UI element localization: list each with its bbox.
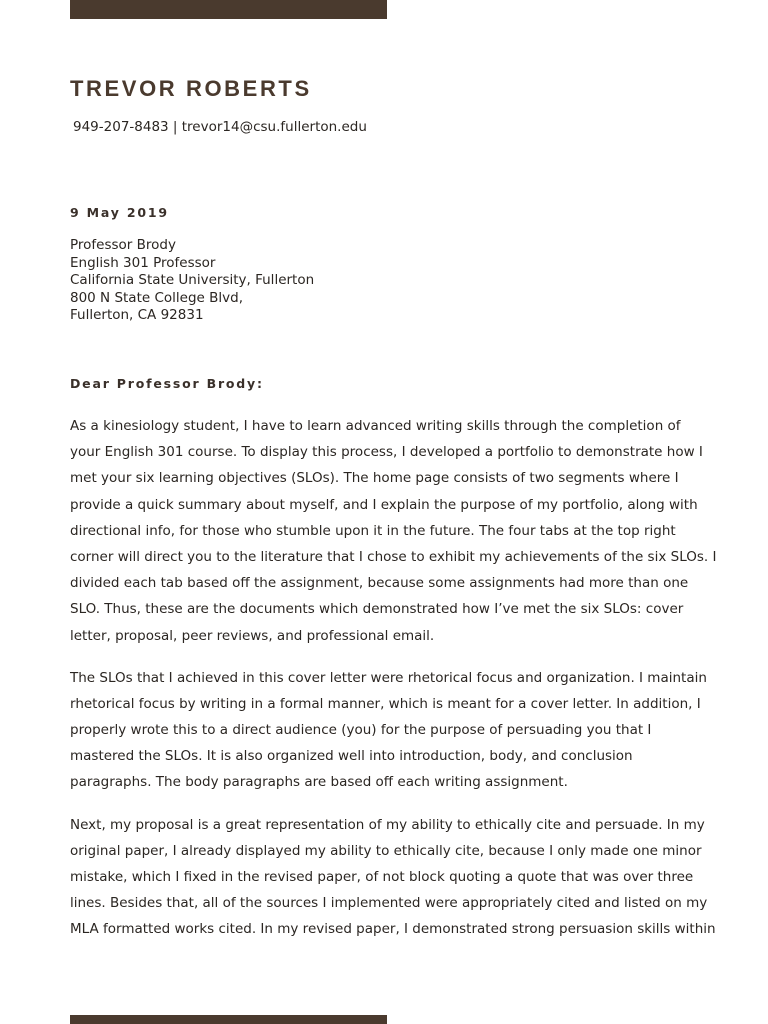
body-paragraph xyxy=(70,413,717,649)
body-line: paragraphs. The body paragraphs are based off each writing assignment. xyxy=(70,774,568,791)
body-paragraph xyxy=(70,665,707,796)
body-line: SLO. Thus, these are the documents which demonstrated how I’ve met the six SLOs: cover xyxy=(70,601,684,618)
body-line: corner will direct you to the literature that I chose to exhibit my achievements of the six SLOs. I xyxy=(70,548,717,565)
recipient-address xyxy=(70,237,314,325)
body-line: directional info, for those who stumble upon it in the future. The four tabs at the top right xyxy=(70,522,676,539)
body-line: divided each tab based off the assignment, because some assignments had more than one xyxy=(70,575,689,592)
body-line: your English 301 course. To display this process, I developed a portfolio to demonstrate how I xyxy=(70,444,703,461)
body-line: mastered the SLOs. It is also organized well into introduction, body, and conclusion xyxy=(70,748,633,765)
letter-date: 9 May 2019 xyxy=(70,205,169,220)
body-line: The SLOs that I achieved in this cover letter were rhetorical focus and organization. I maintain xyxy=(70,669,707,686)
body-line: MLA formatted works cited. In my revised paper, I demonstrated strong persuasion skills within xyxy=(70,921,716,938)
recipient-line: Professor Brody xyxy=(70,237,176,253)
body-paragraph xyxy=(70,812,716,943)
body-line: lines. Besides that, all of the sources I implemented were appropriately cited and listed on my xyxy=(70,895,708,912)
footer-accent-bar xyxy=(70,1015,387,1024)
recipient-line: 800 N State College Blvd, xyxy=(70,289,243,306)
header-accent-bar xyxy=(70,0,387,19)
body-line: Next, my proposal is a great representation of my ability to ethically cite and persuade. In my xyxy=(70,816,705,833)
recipient-line: English 301 Professor xyxy=(70,254,216,271)
body-line: rhetorical focus by writing in a formal manner, which is meant for a cover letter. In addition, I xyxy=(70,695,701,712)
recipient-line: California State University, Fullerton xyxy=(70,272,315,288)
letter-body xyxy=(70,413,717,959)
body-line: As a kinesiology student, I have to learn advanced writing skills through the completion of xyxy=(70,418,681,434)
sender-contact: 949-207-8483 | trevor14@csu.fullerton.edu xyxy=(73,119,367,135)
recipient-line: Fullerton, CA 92831 xyxy=(70,307,204,323)
body-line: mistake, which I fixed in the revised paper, of not block quoting a quote that was over three xyxy=(70,869,694,885)
body-line: properly wrote this to a direct audience (you) for the purpose of persuading you that I xyxy=(70,722,652,739)
body-line: letter, proposal, peer reviews, and professional email. xyxy=(70,627,435,644)
body-line: provide a quick summary about myself, and I explain the purpose of my portfolio, along with xyxy=(70,496,698,513)
salutation: Dear Professor Brody: xyxy=(70,376,264,391)
sender-name: TREVOR ROBERTS xyxy=(70,76,312,101)
body-line: original paper, I already displayed my ability to ethically cite, because I only made one minor xyxy=(70,842,702,859)
body-line: met your six learning objectives (SLOs). The home page consists of two segments where I xyxy=(70,470,679,487)
